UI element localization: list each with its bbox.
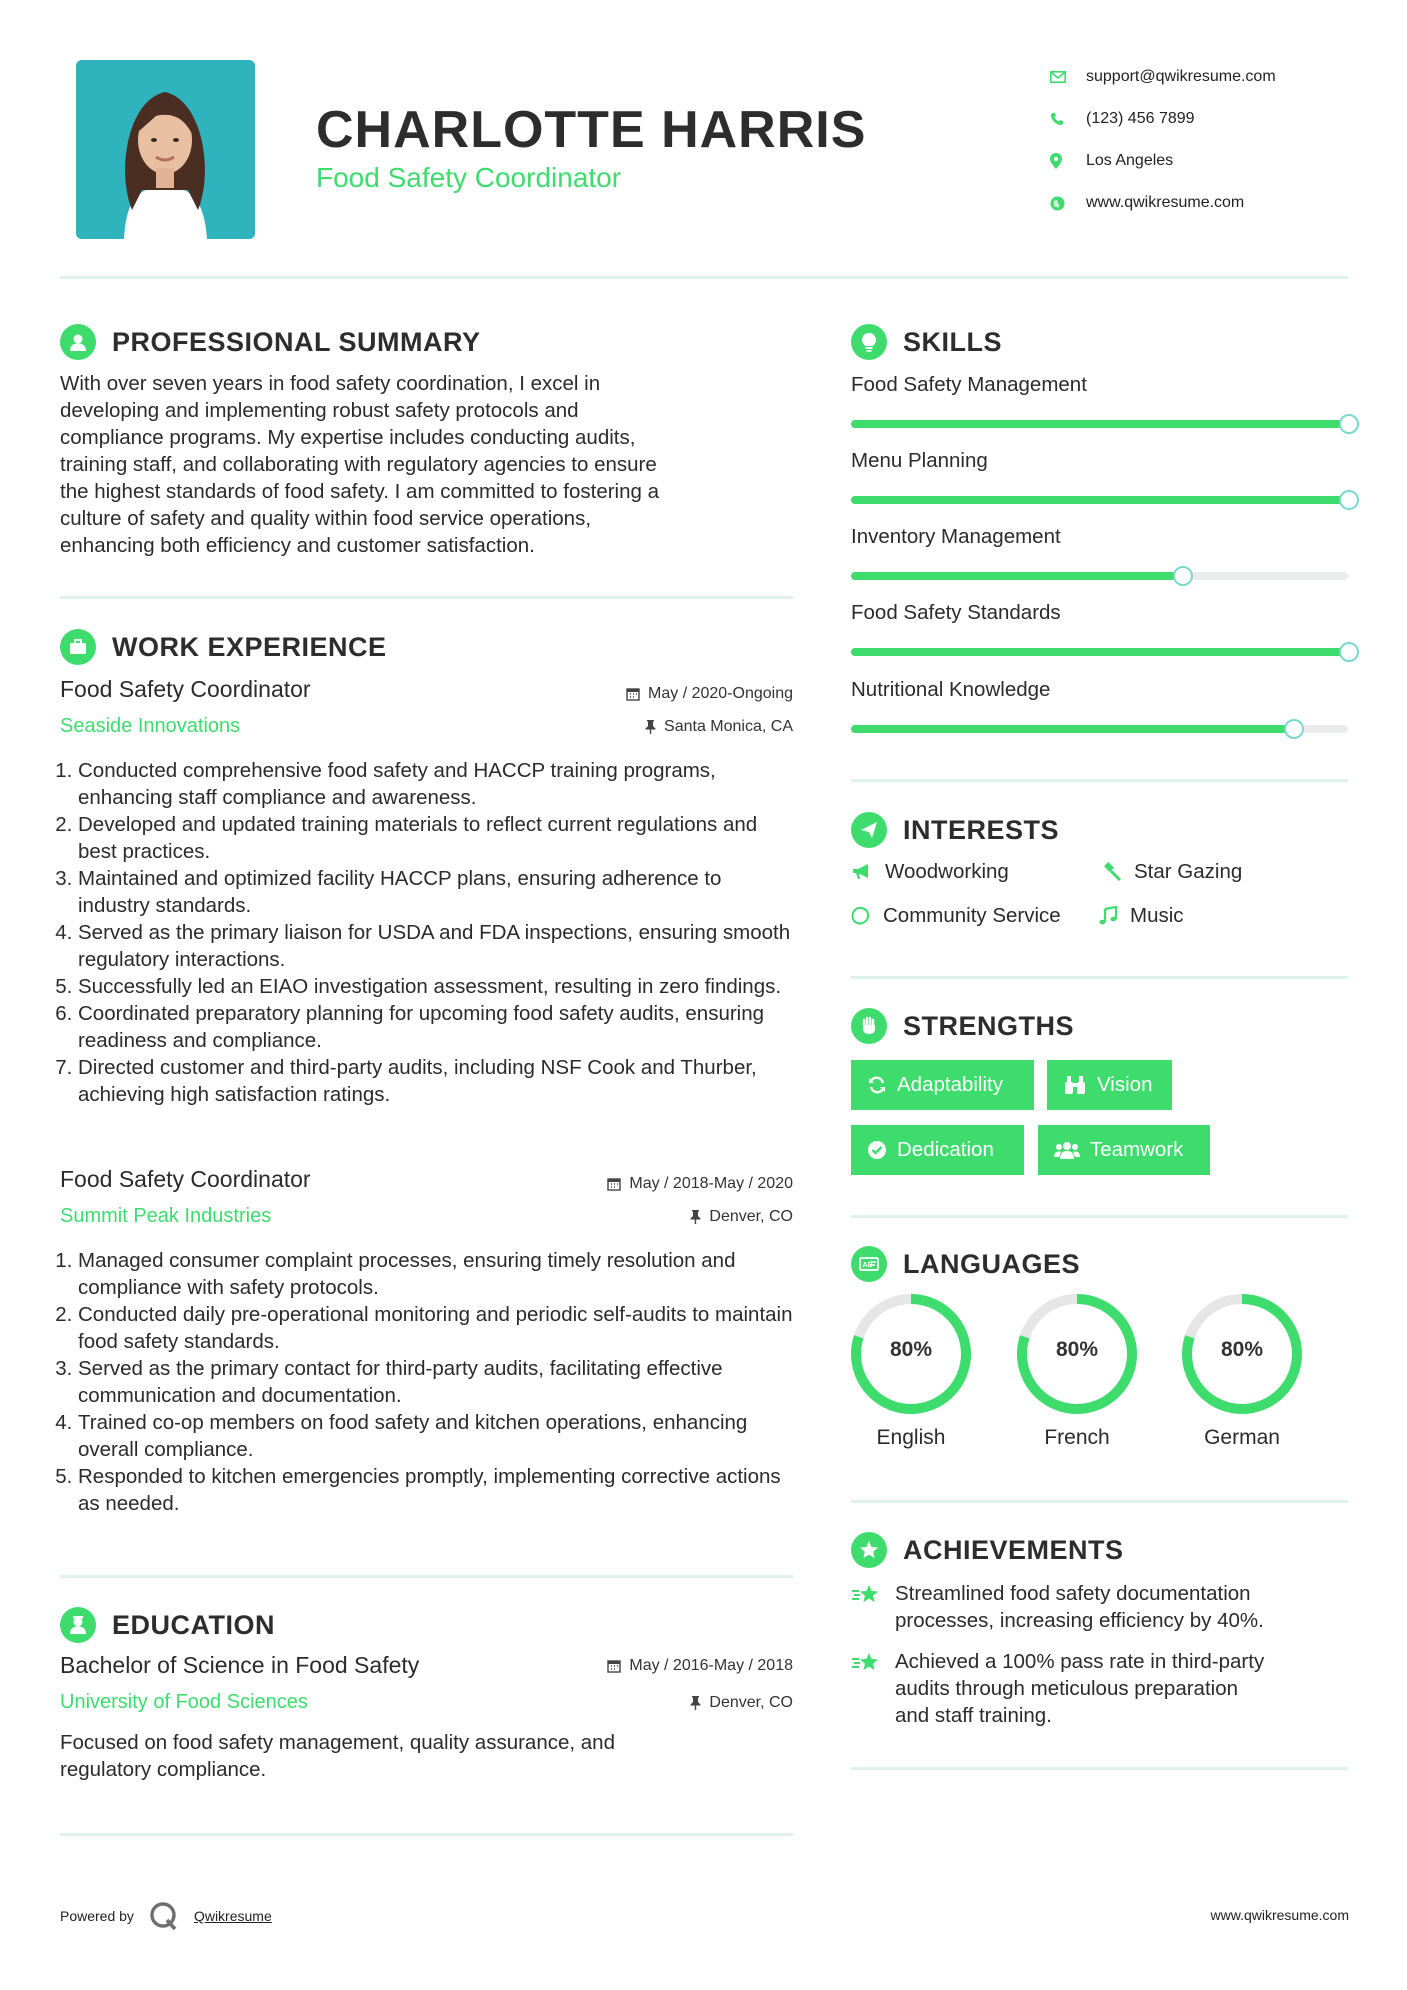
strengths-divider — [851, 1215, 1348, 1218]
job-location — [690, 1208, 793, 1226]
users-icon — [1054, 1140, 1080, 1160]
skill-item — [851, 601, 1351, 625]
job-company: Seaside Innovations — [60, 715, 241, 737]
achievements-heading: ACHIEVEMENTS — [903, 1534, 1124, 1565]
education-heading: EDUCATION — [112, 1609, 275, 1640]
strength-badge — [851, 1060, 1034, 1110]
skill-name: Food Safety Standards — [851, 601, 1061, 624]
job-location-text: Denver, CO — [709, 1208, 793, 1225]
pushpin-icon — [645, 720, 656, 734]
skill-fill — [851, 648, 1348, 656]
skill-slider-handle[interactable] — [1284, 719, 1304, 739]
achievement-line: Streamlined food safety documentation — [895, 1582, 1251, 1605]
skills-section-header — [851, 324, 1002, 360]
strengths-heading: STRENGTHS — [903, 1010, 1075, 1041]
skill-track — [851, 420, 1348, 428]
skill-fill — [851, 496, 1348, 504]
skill-item — [851, 449, 1351, 473]
candidate-name: CHARLOTTE HARRIS — [316, 101, 867, 159]
profile-photo — [76, 60, 255, 239]
interest-item — [851, 860, 1009, 884]
summary-line: training staff, and collaborating with regulatory agencies to ensure — [60, 453, 657, 476]
education-description — [60, 1729, 793, 1783]
contact-phone-text: (123) 456 7899 — [1086, 110, 1195, 127]
language-item — [1180, 1292, 1304, 1450]
powered-by-label: Powered by — [60, 1908, 134, 1924]
skill-name: Nutritional Knowledge — [851, 678, 1051, 701]
job-date — [607, 1175, 793, 1193]
summary-heading: PROFESSIONAL SUMMARY — [112, 326, 481, 357]
skills-heading: SKILLS — [903, 326, 1003, 357]
job-location-text: Santa Monica, CA — [664, 718, 793, 735]
achievement-line: and staff training. — [895, 1704, 1052, 1727]
candidate-title: Food Safety Coordinator — [316, 162, 622, 193]
experience-heading: WORK EXPERIENCE — [112, 631, 387, 662]
contact-email-text: support@qwikresume.com — [1086, 68, 1276, 85]
strength-label: Vision — [1097, 1073, 1153, 1096]
interests-heading: INTERESTS — [903, 814, 1060, 845]
contact-website-text: www.qwikresume.com — [1086, 194, 1245, 211]
qwikresume-link[interactable]: Qwikresume — [193, 1908, 272, 1924]
job-title: Food Safety Coordinator — [60, 1166, 311, 1192]
skill-fill — [851, 725, 1293, 733]
job-header — [60, 676, 793, 713]
summary-line: the highest standards of food safety. I am committed to fostering a — [60, 480, 659, 503]
strength-label: Adaptability — [897, 1073, 1003, 1096]
megaphone-icon — [851, 863, 873, 881]
summary-line: culture of safety and quality within food service operations, — [60, 507, 592, 530]
list-item: 1. Managed consumer complaint processes, ensuring timely resolution and compliance with safety protocols. — [78, 1247, 793, 1301]
interest-item — [1100, 860, 1242, 884]
job-date-text: May / 2018-May / 2020 — [629, 1175, 793, 1192]
job-subheader — [60, 713, 793, 751]
paper-plane-icon — [851, 812, 887, 848]
strength-label: Teamwork — [1090, 1138, 1184, 1161]
education-location-text: Denver, CO — [709, 1694, 793, 1711]
language-name: English — [876, 1426, 946, 1449]
star-icon — [851, 1580, 895, 1634]
language-name: German — [1204, 1426, 1280, 1449]
skill-slider-handle[interactable] — [1173, 566, 1193, 586]
contact-email[interactable] — [1050, 56, 1276, 98]
list-item: 3. Served as the primary contact for third-party audits, facilitating effective communication and documentation. — [78, 1355, 793, 1409]
strength-label: Dedication — [897, 1138, 994, 1161]
experience-divider — [60, 1575, 793, 1578]
graduate-icon — [60, 1607, 96, 1643]
briefcase-icon — [60, 629, 96, 665]
education-divider — [60, 1833, 793, 1836]
header-divider — [60, 276, 1348, 279]
achievement-item — [851, 1648, 1351, 1729]
achievements-divider — [851, 1767, 1348, 1770]
calendar-icon — [607, 1177, 621, 1191]
languages-section-header — [851, 1246, 1080, 1282]
list-item: 2. Conducted daily pre-operational monitoring and periodic self-audits to maintain food safety standards. — [78, 1301, 793, 1355]
star-icon — [851, 1532, 887, 1568]
lemon-icon — [851, 906, 871, 926]
gavel-icon — [1100, 862, 1122, 882]
job-location — [645, 718, 793, 736]
contact-website[interactable] — [1050, 182, 1276, 224]
interest-label: Woodworking — [885, 860, 1009, 883]
globe-icon — [1050, 196, 1086, 211]
list-item: 2. Developed and updated training materials to reflect current regulations and best practices. — [78, 811, 793, 865]
achievement-item — [851, 1580, 1351, 1634]
pushpin-icon — [690, 1696, 701, 1710]
language-item — [849, 1292, 973, 1450]
skill-track — [851, 648, 1348, 656]
skill-item — [851, 678, 1351, 702]
summary-section-header — [60, 324, 481, 360]
education-entry — [60, 1652, 793, 1783]
language-percent: 80% — [889, 1338, 933, 1361]
pushpin-icon — [690, 1210, 701, 1224]
job-header — [60, 1166, 793, 1203]
list-item: 5. Successfully led an EIAO investigation assessment, resulting in zero findings. — [78, 973, 793, 1000]
envelope-icon — [1050, 71, 1086, 83]
skill-name: Inventory Management — [851, 525, 1061, 548]
lightbulb-icon — [851, 324, 887, 360]
education-subheader — [60, 1689, 793, 1729]
footer-powered-by — [60, 1900, 272, 1932]
list-item: 4. Served as the primary liaison for USDA and FDA inspections, ensuring smooth regulatory interactions. — [78, 919, 793, 973]
strength-badge — [1047, 1060, 1172, 1110]
education-location — [690, 1694, 793, 1712]
hand-icon — [851, 1008, 887, 1044]
skill-track — [851, 725, 1348, 733]
qwikresume-logo-icon — [148, 1900, 180, 1932]
refresh-icon — [867, 1075, 887, 1095]
summary-line: developing and implementing robust safety protocols and — [60, 399, 579, 422]
list-item: 3. Maintained and optimized facility HACCP plans, ensuring adherence to industry standards. — [78, 865, 793, 919]
interest-item — [1098, 904, 1184, 928]
skill-slider-handle[interactable] — [1339, 642, 1359, 662]
strengths-section-header — [851, 1008, 1074, 1044]
summary-line: compliance programs. My expertise includes conducting audits, — [60, 426, 636, 449]
contact-location — [1050, 140, 1276, 182]
strength-badge — [851, 1125, 1024, 1175]
strength-badge — [1038, 1125, 1210, 1175]
interest-label: Community Service — [883, 904, 1061, 927]
check-circle-icon — [867, 1140, 887, 1160]
skill-name: Food Safety Management — [851, 373, 1087, 396]
language-percent: 80% — [1055, 1338, 1099, 1361]
list-item: 6. Coordinated preparatory planning for upcoming food safety audits, ensuring readiness and compliance. — [78, 1000, 793, 1054]
experience-section-header — [60, 629, 387, 665]
achievements-section-header — [851, 1532, 1124, 1568]
skill-track — [851, 572, 1348, 580]
language-percent: 80% — [1220, 1338, 1264, 1361]
education-line: Focused on food safety management, quality assurance, and — [60, 1731, 615, 1754]
music-note-icon — [1098, 906, 1118, 926]
summary-line: enhancing both efficiency and customer satisfaction. — [60, 534, 535, 557]
education-section-header — [60, 1607, 275, 1643]
contact-location-text: Los Angeles — [1086, 152, 1174, 169]
interest-label: Star Gazing — [1134, 860, 1243, 883]
skill-slider-handle[interactable] — [1339, 414, 1359, 434]
skill-fill — [851, 420, 1348, 428]
skill-fill — [851, 572, 1182, 580]
phone-icon — [1050, 112, 1086, 126]
skill-slider-handle[interactable] — [1339, 490, 1359, 510]
language-name: French — [1044, 1426, 1110, 1449]
skill-item — [851, 525, 1351, 549]
summary-text — [60, 370, 793, 559]
calendar-icon — [607, 1659, 621, 1673]
list-item: 5. Responded to kitchen emergencies promptly, implementing corrective actions as needed. — [78, 1463, 793, 1517]
education-date-text: May / 2016-May / 2018 — [629, 1657, 793, 1674]
languages-divider — [851, 1500, 1348, 1503]
summary-line: With over seven years in food safety coordination, I excel in — [60, 372, 601, 395]
contact-phone[interactable] — [1050, 98, 1276, 140]
job-entry — [60, 676, 793, 1108]
skills-divider — [851, 779, 1348, 782]
job-bullets — [60, 1247, 793, 1517]
interests-section-header — [851, 812, 1059, 848]
job-date-text: May / 2020-Ongoing — [648, 685, 793, 702]
achievement-line: audits through meticulous preparation — [895, 1677, 1239, 1700]
language-item — [1015, 1292, 1139, 1450]
school-name: University of Food Sciences — [60, 1691, 308, 1713]
star-icon — [851, 1648, 895, 1729]
achievement-line: Achieved a 100% pass rate in third-party — [895, 1650, 1265, 1673]
map-pin-icon — [1050, 153, 1086, 169]
svg-text:AB: AB — [862, 1262, 873, 1269]
user-icon — [60, 324, 96, 360]
list-item: 4. Trained co-op members on food safety and kitchen operations, enhancing overall compliance. — [78, 1409, 793, 1463]
contact-list — [1050, 56, 1276, 224]
job-bullets — [60, 757, 793, 1108]
achievement-line: processes, increasing efficiency by 40%. — [895, 1609, 1264, 1632]
job-title: Food Safety Coordinator — [60, 676, 311, 702]
degree-title: Bachelor of Science in Food Safety — [60, 1652, 420, 1678]
languages-heading: LANGUAGES — [903, 1248, 1081, 1279]
job-date — [626, 685, 793, 703]
interests-divider — [851, 976, 1348, 979]
job-company: Summit Peak Industries — [60, 1205, 272, 1227]
list-item: 7. Directed customer and third-party audits, including NSF Cook and Thurber, achieving high satisfaction ratings. — [78, 1054, 793, 1108]
interest-label: Music — [1130, 904, 1184, 927]
id-card-icon — [851, 1246, 887, 1282]
job-subheader — [60, 1203, 793, 1241]
education-line: regulatory compliance. — [60, 1758, 267, 1781]
education-header — [60, 1652, 793, 1689]
summary-divider — [60, 596, 793, 599]
interest-item — [851, 904, 1061, 928]
education-date — [607, 1657, 793, 1675]
skill-item — [851, 373, 1351, 397]
binoculars-icon — [1063, 1075, 1087, 1095]
skill-name: Menu Planning — [851, 449, 988, 472]
footer-site-link[interactable]: www.qwikresume.com — [1210, 1907, 1349, 1923]
calendar-icon — [626, 687, 640, 701]
skill-track — [851, 496, 1348, 504]
list-item: 1. Conducted comprehensive food safety and HACCP training programs, enhancing staff compliance and awareness. — [78, 757, 793, 811]
job-entry — [60, 1166, 793, 1517]
